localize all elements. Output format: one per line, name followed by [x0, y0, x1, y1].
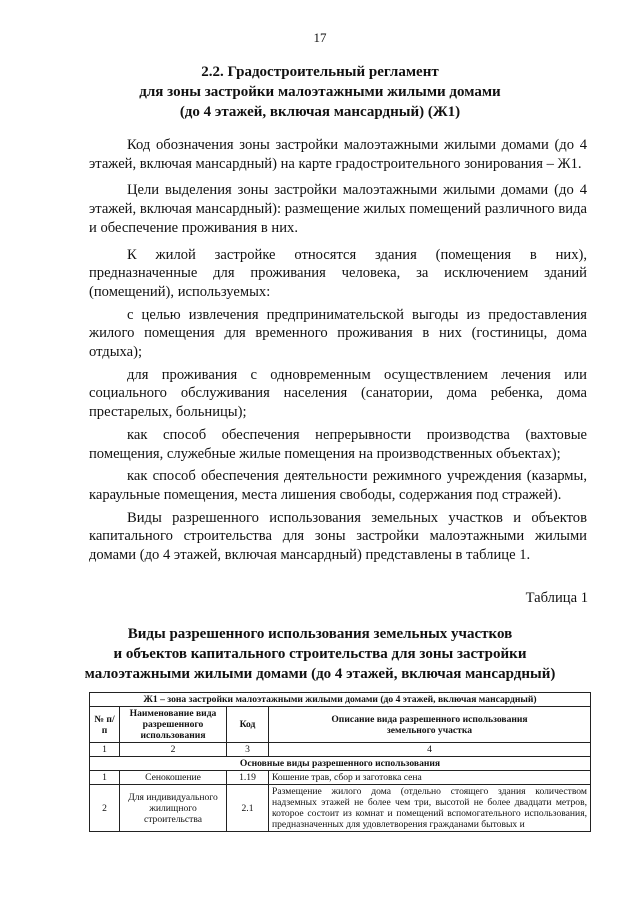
paragraph: как способ обеспечения деятельности режимного учреждения (казармы, караульные помещения, места лишения свободы, содержания под стражей).	[89, 468, 587, 503]
paragraph: Виды разрешенного использования земельных участков и объектов капитального строительства для зоны застройки малоэтажными жилыми домами (до 4 этажей, включая мансардный) представлены в таблице 1.	[89, 509, 587, 564]
col-number: 4	[269, 743, 591, 757]
table-title-line: и объектов капитального строительства для зоны застройки	[113, 646, 527, 662]
col-number: 3	[227, 743, 269, 757]
column-header-row	[90, 707, 591, 743]
row-description: Размещение жилого дома (отдельно стоящего здания количеством надземных этажей не более чем три, высотой не более двадцати метров, которое состоит из комнат и помещений вспомогательного использования, предназначенных для удовлетворения гражданами бытовых и	[269, 785, 591, 832]
zone-header: Ж1 – зона застройки малоэтажными жилыми домами (до 4 этажей, включая мансардный)	[90, 693, 591, 707]
group-header-row	[90, 757, 591, 771]
row-name: Сенокошение	[120, 771, 227, 785]
column-numbers-row	[90, 743, 591, 757]
page-number: 17	[313, 30, 327, 45]
row-name: Для индивидуального жилищного строительства	[120, 785, 227, 832]
paragraph: К жилой застройке относятся здания (помещения в них), предназначенные для проживания человека, за исключением зданий (помещений), используемых:	[89, 246, 587, 300]
zone-header-row	[90, 693, 591, 707]
col-header-code: Код	[227, 707, 269, 743]
paragraph: Код обозначения зоны застройки малоэтажными жилыми домами (до 4 этажей, включая мансардный) на карте градостроительного зонирования – Ж1.	[89, 137, 587, 172]
table-label: Таблица 1	[525, 590, 588, 606]
paragraph: с целью извлечения предпринимательской выгоды из предоставления жилого помещения для временного проживания в них (гостиницы, дома отдыха);	[89, 306, 587, 361]
col-header-description: Описание вида разрешенного использования земельного участка	[269, 707, 591, 743]
table-title-line: Виды разрешенного использования земельных участков	[127, 626, 513, 642]
table-title-line: малоэтажными жилыми домами (до 4 этажей, включая мансардный)	[84, 666, 556, 682]
paragraph: для проживания с одновременным осуществлением лечения или социального обслуживания населения (санатории, дома ребенка, дома престарелых, больницы);	[89, 366, 587, 421]
col-number: 2	[120, 743, 227, 757]
body-text	[89, 136, 587, 573]
row-num: 2	[90, 785, 120, 832]
col-number: 1	[90, 743, 120, 757]
table-row	[90, 771, 591, 785]
col-header-num: № п/п	[90, 707, 120, 743]
section-title-line: для зоны застройки малоэтажными жилыми домами	[139, 84, 501, 100]
paragraph: как способ обеспечения непрерывности производства (вахтовые помещения, служебные жилые помещения на производственных объектах);	[89, 426, 587, 462]
col-header-name: Наименование вида разрешенного использования	[120, 707, 227, 743]
row-num: 1	[90, 771, 120, 785]
paragraph: Цели выделения зоны застройки малоэтажными жилыми домами (до 4 этажей, включая мансардный): размещение жилых помещений различного вида и обеспечение проживания в них.	[89, 182, 587, 236]
zones-table	[89, 692, 591, 832]
group-header: Основные виды разрешенного использования	[90, 757, 591, 771]
section-title	[60, 62, 580, 122]
section-title-line: 2.2. Градостроительный регламент	[201, 64, 439, 80]
row-code: 1.19	[227, 771, 269, 785]
row-description: Кошение трав, сбор и заготовка сена	[269, 771, 591, 785]
row-code: 2.1	[227, 785, 269, 832]
table-row	[90, 785, 591, 832]
table-title	[60, 624, 580, 684]
section-title-line: (до 4 этажей, включая мансардный) (Ж1)	[179, 104, 461, 120]
